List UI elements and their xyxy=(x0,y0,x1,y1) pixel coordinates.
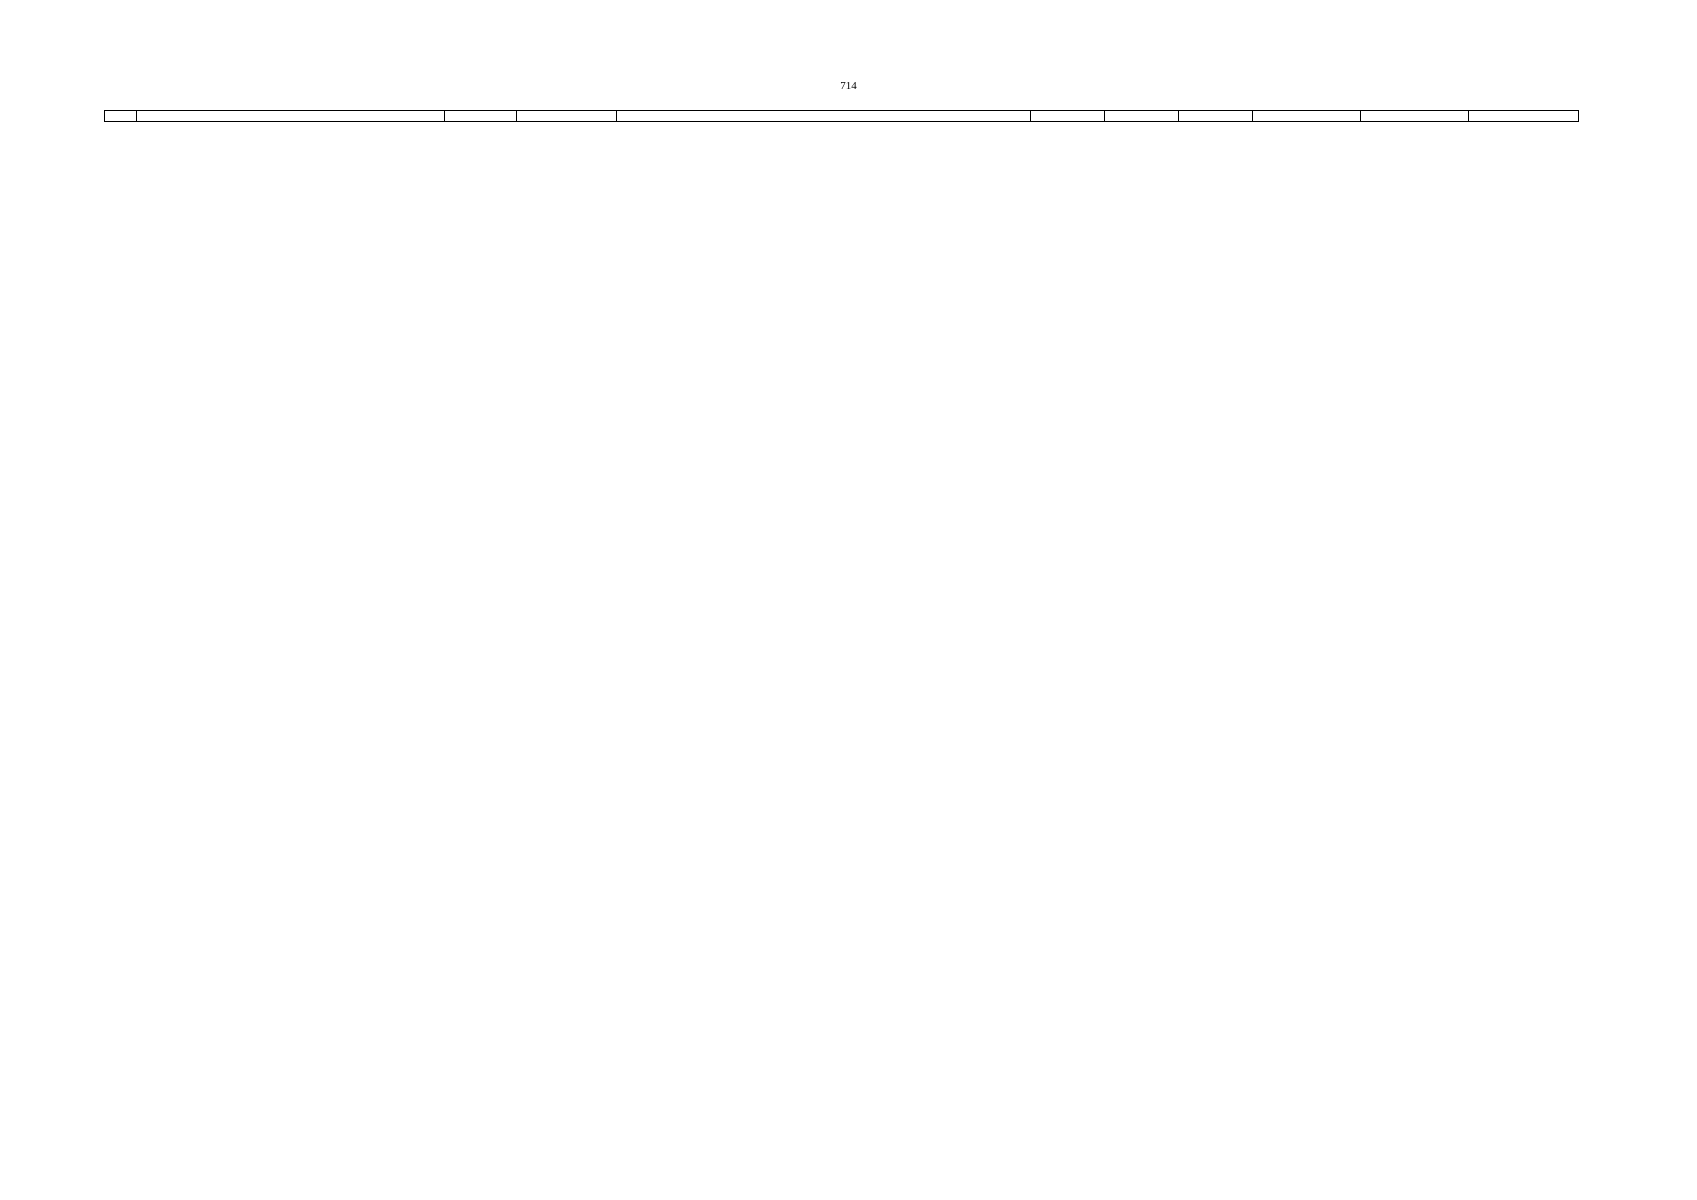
page-number: 714 xyxy=(840,80,857,92)
cell-address xyxy=(137,111,445,122)
table-row xyxy=(105,111,1579,122)
cell-id xyxy=(105,111,137,122)
table-body xyxy=(105,111,1579,122)
cell-year-end xyxy=(1179,111,1253,122)
cell-cost-total xyxy=(1253,111,1361,122)
capital-repair-table xyxy=(104,110,1578,122)
cell-year-plan xyxy=(1105,111,1179,122)
cell-year-start xyxy=(1031,111,1105,122)
cell-build-year xyxy=(445,111,517,122)
cell-cost-fund xyxy=(1361,111,1469,122)
cell-last-repair-year xyxy=(517,111,617,122)
cell-cost-owners xyxy=(1469,111,1579,122)
cell-work-type xyxy=(617,111,1031,122)
